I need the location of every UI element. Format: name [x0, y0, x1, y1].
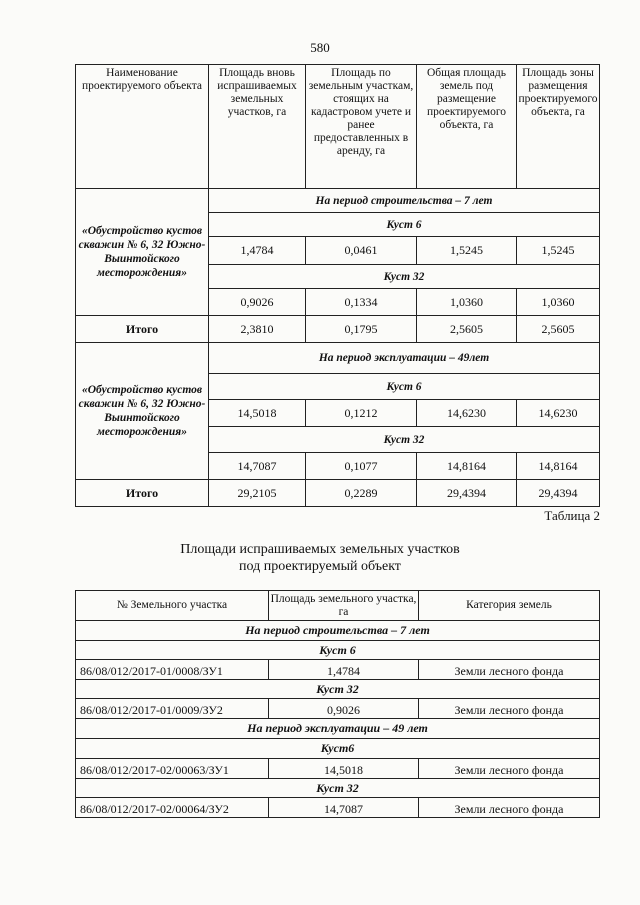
cluster-label: Куст 32 — [209, 265, 600, 289]
operation-period-label: На период эксплуатации – 49 лет — [76, 719, 600, 739]
value-cell: 0,1795 — [306, 316, 417, 343]
table-2-title-line-1: Площади испрашиваемых земельных участков — [180, 542, 460, 557]
construction-period-label: На период строительства – 7 лет — [76, 621, 600, 641]
operation-period-label: На период эксплуатации – 49лет — [209, 343, 600, 374]
construction-period-row — [76, 621, 600, 641]
plot-number: 86/08/012/2017-01/0009/ЗУ2 — [76, 699, 269, 719]
table-header-row — [76, 591, 600, 621]
table-2-caption: Таблица 2 — [544, 508, 600, 523]
table-2-title — [0, 541, 640, 575]
value-cell: 1,0360 — [417, 289, 517, 316]
value-cell: 1,5245 — [517, 237, 600, 265]
land-area-table — [75, 64, 600, 507]
value-cell: 14,7087 — [209, 453, 306, 480]
land-category: Земли лесного фонда — [419, 759, 600, 779]
land-category: Земли лесного фонда — [419, 660, 600, 680]
header-land-category: Категория земель — [419, 591, 600, 621]
value-cell: 29,2105 — [209, 480, 306, 507]
table-header-row — [76, 65, 600, 189]
cluster-label: Куст 6 — [209, 374, 600, 400]
cluster-label: Куст 32 — [209, 427, 600, 453]
value-cell: 0,0461 — [306, 237, 417, 265]
total-label: Итого — [76, 316, 209, 343]
land-category: Земли лесного фонда — [419, 798, 600, 818]
header-object-name: Наименование проектируемого объекта — [76, 65, 209, 189]
plot-number: 86/08/012/2017-02/00063/ЗУ1 — [76, 759, 269, 779]
plot-area: 14,5018 — [269, 759, 419, 779]
land-plots-table — [75, 590, 600, 818]
total-label: Итого — [76, 480, 209, 507]
table-row — [76, 798, 600, 818]
cluster-row — [76, 680, 600, 699]
value-cell: 14,6230 — [417, 400, 517, 427]
plot-area: 1,4784 — [269, 660, 419, 680]
value-cell: 2,5605 — [517, 316, 600, 343]
header-plot-number: № Земельного участка — [76, 591, 269, 621]
value-cell: 2,3810 — [209, 316, 306, 343]
header-zone-area: Площадь зоны размещения проектируемого объекта, га — [517, 65, 600, 189]
cluster-label: Куст6 — [76, 739, 600, 759]
cluster-label: Куст 32 — [76, 779, 600, 798]
value-cell: 1,4784 — [209, 237, 306, 265]
cluster-row — [76, 739, 600, 759]
construction-period-row — [76, 189, 600, 213]
value-cell: 29,4394 — [417, 480, 517, 507]
value-cell: 0,2289 — [306, 480, 417, 507]
plot-area: 14,7087 — [269, 798, 419, 818]
table-row — [76, 699, 600, 719]
total-row — [76, 480, 600, 507]
header-new-area: Площадь вновь испрашиваемых земельных участков, га — [209, 65, 306, 189]
cluster-label: Куст 32 — [76, 680, 600, 699]
plot-number: 86/08/012/2017-01/0008/ЗУ1 — [76, 660, 269, 680]
value-cell: 29,4394 — [517, 480, 600, 507]
page-number: 580 — [310, 40, 330, 55]
land-category: Земли лесного фонда — [419, 699, 600, 719]
value-cell: 14,6230 — [517, 400, 600, 427]
operation-period-row — [76, 343, 600, 374]
construction-period-label: На период строительства – 7 лет — [209, 189, 600, 213]
value-cell: 0,9026 — [209, 289, 306, 316]
total-row — [76, 316, 600, 343]
value-cell: 14,5018 — [209, 400, 306, 427]
value-cell: 2,5605 — [417, 316, 517, 343]
value-cell: 1,0360 — [517, 289, 600, 316]
table-row — [76, 660, 600, 680]
value-cell: 0,1334 — [306, 289, 417, 316]
plot-number: 86/08/012/2017-02/00064/ЗУ2 — [76, 798, 269, 818]
header-registered-area: Площадь по земельным участкам, стоящих на кадастровом учете и ранее предоставленных в аренду, га — [306, 65, 417, 189]
value-cell: 0,1212 — [306, 400, 417, 427]
operation-period-row — [76, 719, 600, 739]
plot-area: 0,9026 — [269, 699, 419, 719]
table-2-title-line-2: под проектируемый объект — [239, 559, 401, 574]
value-cell: 14,8164 — [417, 453, 517, 480]
value-cell: 0,1077 — [306, 453, 417, 480]
value-cell: 1,5245 — [417, 237, 517, 265]
value-cell: 14,8164 — [517, 453, 600, 480]
object-name-operation: «Обустройство кустов скважин № 6, 32 Южно-Выинтойского месторождения» — [76, 343, 209, 480]
cluster-label: Куст 6 — [209, 213, 600, 237]
cluster-label: Куст 6 — [76, 641, 600, 660]
header-total-area: Общая площадь земель под размещение проектируемого объекта, га — [417, 65, 517, 189]
object-name-construction: «Обустройство кустов скважин № 6, 32 Южно-Выинтойского месторождения» — [76, 189, 209, 316]
cluster-row — [76, 779, 600, 798]
cluster-row — [76, 641, 600, 660]
header-plot-area: Площадь земельного участка, га — [269, 591, 419, 621]
table-row — [76, 759, 600, 779]
